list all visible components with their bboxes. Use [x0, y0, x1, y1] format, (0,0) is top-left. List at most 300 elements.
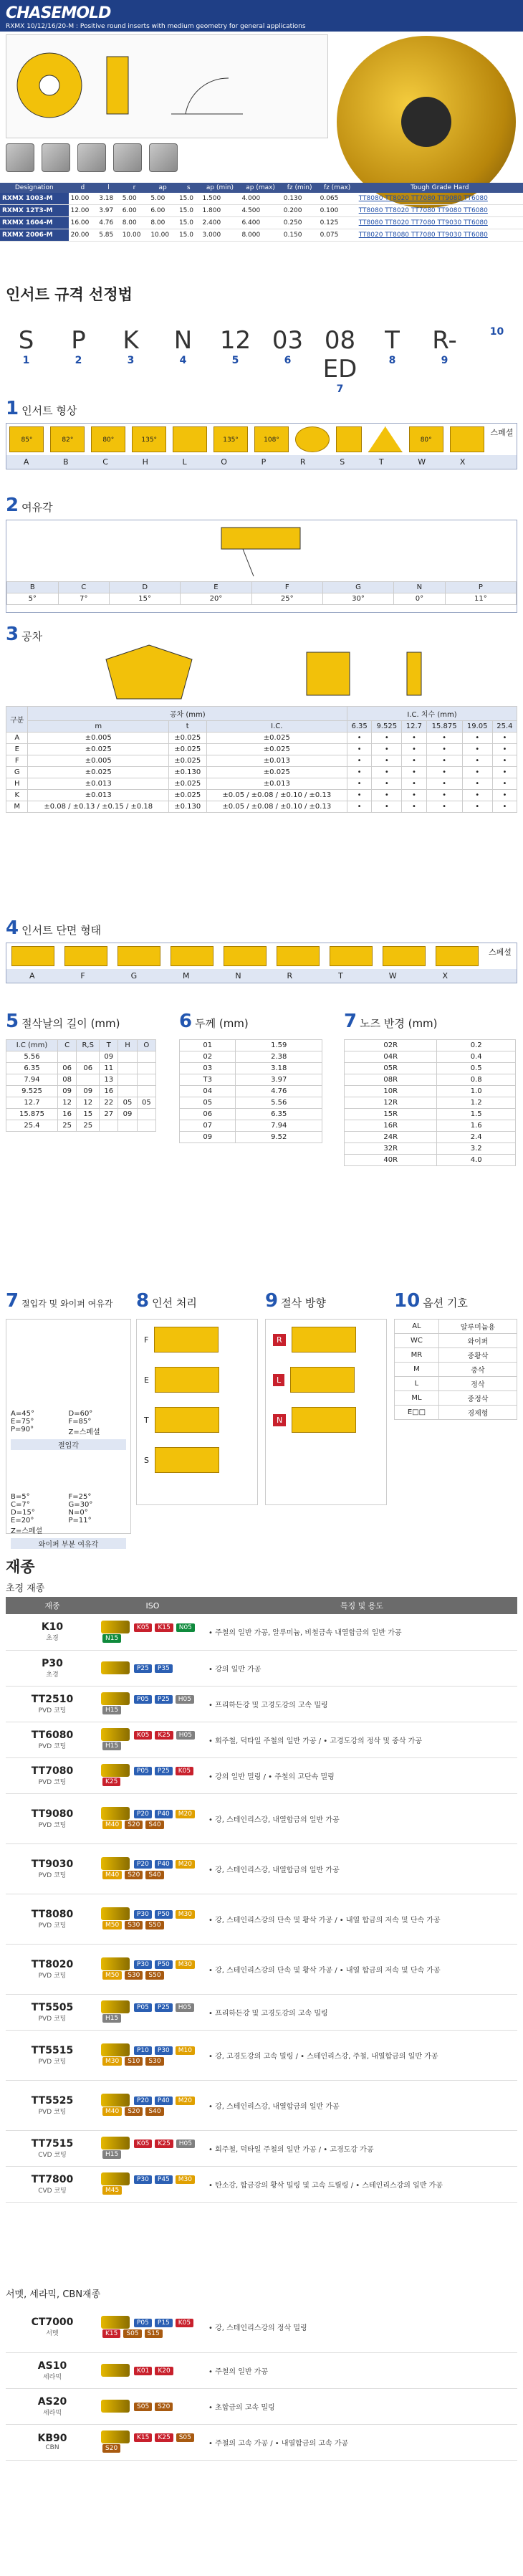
direction-label: R [273, 1334, 286, 1346]
section-icon [11, 946, 54, 966]
tolerance-drawing [6, 638, 517, 702]
code-title: 인서트 규격 선정법 [6, 286, 133, 303]
cermet-table [6, 2302, 517, 2461]
grade-link[interactable]: TT6080 [464, 232, 488, 239]
tol-cell: • [462, 767, 492, 778]
code-number: 3 [127, 355, 135, 366]
grade-link[interactable]: TT7080 [411, 219, 438, 226]
feature-cell: • 강, 스테인리스강의 단속 및 황삭 가공 / • 내열 합금의 저속 및 단속 가공 [206, 1894, 517, 1944]
spec-header: r [120, 183, 149, 193]
sec8-title: 8 인선 처리 [136, 1290, 197, 1312]
tol-cell: ±0.025 [206, 767, 347, 778]
iso-badge: P50 [155, 1910, 173, 1919]
shape-label: C [102, 457, 108, 467]
option-cell: 와이퍼 [438, 1334, 517, 1348]
iso-badge: S05 [123, 2329, 141, 2338]
grade-type: 세라믹 [42, 2409, 62, 2417]
prep-shape [155, 1447, 219, 1473]
iso-badge: K20 [155, 2367, 173, 2375]
len-row [6, 1109, 156, 1120]
grade-insert-icon [101, 2094, 130, 2107]
section-label: G [130, 971, 138, 981]
option-table [394, 1319, 517, 1420]
feature-cell: • 강, 스테인리스강의 정삭 밀링 [206, 2302, 517, 2352]
clearance-value: 25° [251, 593, 322, 605]
mat-head-row [6, 1597, 517, 1614]
tol-row [6, 744, 517, 755]
spec-cell: 15.0 [177, 205, 200, 217]
mat-row [6, 2080, 517, 2130]
grade-insert-icon [101, 2137, 130, 2150]
grade-link[interactable]: TT9030 [437, 219, 464, 226]
nose-cell: 08R [345, 1074, 437, 1086]
grade-link[interactable]: TT8080 [358, 195, 385, 202]
section-icon [171, 946, 213, 966]
spec-header: Designation [0, 183, 69, 193]
grade-name-cell [6, 2130, 99, 2166]
lead-angle-label: 절입각 [11, 1439, 126, 1450]
materials-subtitle: 초경 재종 [6, 1583, 45, 1594]
iso-badge: H15 [102, 1706, 121, 1714]
iso-badge: K15 [155, 1623, 173, 1632]
nose-cell: 15R [345, 1109, 437, 1120]
iso-badge: K25 [155, 1731, 173, 1740]
len-cell [118, 1074, 137, 1086]
sec5-title: 5 절삭날의 길이 (mm) [6, 1011, 120, 1032]
spec-table [0, 183, 523, 242]
nose-cell: 04R [345, 1051, 437, 1063]
thickness-row [180, 1132, 322, 1143]
code-cell [477, 326, 517, 395]
tol-cell: • [492, 744, 517, 755]
option-cell: E□□ [395, 1406, 439, 1420]
iso-badge: S40 [145, 1871, 163, 1879]
grade-link[interactable]: TT8080 [385, 232, 411, 239]
edge-prep-label: T [144, 1415, 149, 1425]
nose-row [345, 1051, 516, 1063]
spec-cell: 3.97 [97, 205, 120, 217]
len-cell [100, 1120, 118, 1132]
spec-cell: 8.00 [148, 217, 177, 229]
materials-title: 재종 [6, 1558, 35, 1575]
code-letter: P [71, 326, 86, 355]
lead-angle: P=90° [11, 1426, 34, 1434]
grade-type: 세라믹 [42, 2373, 62, 2381]
iso-badge: K05 [176, 1767, 193, 1775]
iso-badge: K15 [134, 2433, 152, 2442]
len-cell: 06 [58, 1063, 77, 1074]
nose-cell: 1.6 [437, 1120, 516, 1132]
grade-link[interactable]: TT8020 [385, 195, 411, 202]
thickness-row [180, 1074, 322, 1086]
tol-cell: • [402, 755, 426, 767]
tol-head-row [6, 707, 517, 721]
iso-badge: S40 [145, 2107, 163, 2116]
section-icon [64, 946, 107, 966]
iso-cell [99, 1757, 206, 1793]
prep-shape [292, 1327, 356, 1353]
spec-header: d [69, 183, 97, 193]
spec-cell: 0.125 [318, 217, 357, 229]
spec-cell: 0.100 [318, 205, 357, 217]
spec-cell: 1.800 [200, 205, 239, 217]
lead-angle: D=60° [68, 1410, 93, 1418]
brand-logo: CHASEMOLD [6, 4, 111, 22]
model-line: RXMX 10/12/16/20-M : Positive round inserts with medium geometry for general applications [6, 23, 306, 30]
shape-label: S [340, 457, 345, 467]
tol-head: 공차 (mm) [28, 707, 347, 721]
grade-link[interactable]: TT8020 [385, 219, 411, 226]
section-icon [383, 946, 426, 966]
clearance-label: F [251, 582, 322, 593]
prep-row [266, 1320, 386, 1360]
iso-badge: H15 [102, 1742, 121, 1750]
option-cell: L [395, 1377, 439, 1391]
spec-row [0, 217, 523, 229]
len-cell [137, 1063, 155, 1074]
tol-cell: • [347, 801, 372, 813]
grade-link[interactable]: TT8020 [385, 207, 411, 214]
iso-badge: K05 [134, 2139, 152, 2148]
tol-row [6, 778, 517, 790]
grade-name: KB90 [37, 2433, 67, 2444]
mat-row [6, 1722, 517, 1757]
grade-link[interactable]: TT6080 [464, 207, 488, 214]
option-cell: MR [395, 1348, 439, 1363]
grade-link[interactable]: TT7080 [411, 195, 438, 202]
len-cell [118, 1086, 137, 1097]
grade-link[interactable]: TT9080 [437, 207, 464, 214]
iso-badge: P15 [155, 2319, 173, 2327]
mat-row [6, 1894, 517, 1944]
iso-cell [99, 2388, 206, 2424]
code-letter: 12 [219, 326, 251, 355]
iso-badge: H05 [176, 1731, 195, 1740]
mat-row [6, 1843, 517, 1894]
shape-label: B [63, 457, 69, 467]
len-head-row [6, 1040, 156, 1051]
iso-badge: M50 [102, 1921, 122, 1929]
shape-icon [368, 426, 403, 452]
special-label: 스페셜 [489, 948, 512, 957]
special-label: 스페셜 [490, 428, 514, 437]
iso-badge: P40 [155, 2096, 173, 2105]
lead-angle: F=85° [68, 1418, 92, 1426]
len-cell: 05 [118, 1097, 137, 1109]
iso-badge: P30 [134, 2175, 152, 2184]
lead-angle: E=75° [11, 1418, 34, 1426]
lead-angle: Z=스페셜 [68, 1428, 100, 1436]
spec-cell: 20.00 [69, 229, 97, 242]
code-cell [59, 326, 98, 395]
grade-link[interactable]: TT8020 [358, 232, 385, 239]
option-row [395, 1406, 517, 1420]
nose-row [345, 1109, 516, 1120]
spec-cell: 5.85 [97, 229, 120, 242]
grade-link[interactable]: TT9080 [437, 195, 464, 202]
nose-cell: 10R [345, 1086, 437, 1097]
tol-cell: K [6, 790, 28, 801]
feature-cell: • 회주철, 덕타일 주철의 일반 가공 / • 고경도강 가공 [206, 2130, 517, 2166]
grade-name-cell [6, 2388, 99, 2424]
clearance-value: 15° [110, 593, 181, 605]
section-icon [224, 946, 267, 966]
spec-cell: 16.00 [69, 217, 97, 229]
spec-cell: 6.00 [148, 205, 177, 217]
grade-name: TT7080 [31, 1765, 74, 1777]
prep-shape [155, 1367, 219, 1393]
spec-row [0, 205, 523, 217]
feature-cell: • 강, 스테인리스강, 내열합금의 일반 가공 [206, 1843, 517, 1894]
sec6-title: 6 두께 (mm) [179, 1011, 249, 1032]
iso-cell [99, 1944, 206, 1994]
len-cell [118, 1120, 137, 1132]
mat-row [6, 2302, 517, 2352]
tol-cell: ±0.025 [168, 744, 206, 755]
tol-cell: ±0.013 [28, 778, 168, 790]
tol-cell: F [6, 755, 28, 767]
nose-cell: 0.2 [437, 1040, 516, 1051]
iso-badge: M30 [102, 2057, 122, 2066]
grade-name: AS10 [37, 2360, 67, 2372]
tol-cell: • [492, 755, 517, 767]
spec-cell: 4.500 [239, 205, 281, 217]
direction-label: L [273, 1374, 284, 1386]
tol-cell: ±0.025 [206, 733, 347, 744]
grade-name-cell [6, 2352, 99, 2388]
spec-header: s [177, 183, 200, 193]
spec-header: ap (max) [239, 183, 281, 193]
grade-name: TT7800 [31, 2173, 74, 2185]
wiper-angle: G=30° [68, 1501, 93, 1509]
thickness-cell: 5.56 [236, 1097, 322, 1109]
tol-cell: A [6, 733, 28, 744]
tol-cell: • [426, 767, 462, 778]
option-cell: 알루미늄용 [438, 1320, 517, 1334]
mat-head: 특징 및 용도 [206, 1597, 517, 1614]
grade-link[interactable]: TT9030 [437, 232, 464, 239]
grade-insert-icon [101, 1807, 130, 1820]
tol-head: 12.7 [402, 721, 426, 733]
thickness-table [179, 1039, 322, 1143]
direction-label: N [273, 1414, 286, 1426]
clearance-value: 20° [181, 593, 251, 605]
code-number: 5 [231, 355, 239, 366]
grade-insert-icon [101, 2400, 130, 2413]
len-head: C [58, 1040, 77, 1051]
thickness-row [180, 1086, 322, 1097]
iso-badge: M20 [176, 1810, 195, 1818]
spec-cell: 15.0 [177, 229, 200, 242]
shape-label: L [182, 457, 187, 467]
shape-label: P [261, 457, 267, 467]
wiper-angle: E=20° [11, 1517, 34, 1525]
feature-cell: • 탄소강, 합금강의 황삭 밀링 및 고속 드릴링 / • 스테인리스강의 일반 가공 [206, 2166, 517, 2202]
spec-row [0, 229, 523, 242]
grade-name: TT5515 [31, 2044, 74, 2056]
grade-insert-icon [101, 2172, 130, 2185]
clearance-value: 30° [322, 593, 393, 605]
iso-badge: S05 [176, 2433, 194, 2442]
iso-badge: P20 [134, 1860, 152, 1869]
grade-link[interactable]: TT7080 [411, 207, 438, 214]
tol-row [6, 801, 517, 813]
section-label: M [183, 971, 190, 981]
spec-cell: 0.065 [318, 193, 357, 205]
shape-icon: 82° [50, 426, 85, 452]
nose-row [345, 1155, 516, 1166]
option-cell: 정삭 [438, 1377, 517, 1391]
tol-cell: ±0.013 [206, 755, 347, 767]
spec-cell: 15.0 [177, 217, 200, 229]
grade-name: TT5525 [31, 2094, 74, 2107]
iso-cell [99, 1686, 206, 1722]
nose-cell: 16R [345, 1120, 437, 1132]
len-cell [118, 1051, 137, 1063]
len-cell [137, 1086, 155, 1097]
iso-badge: S30 [125, 1921, 143, 1929]
code-number: 10 [489, 326, 504, 338]
grade-insert-icon [101, 2000, 130, 2013]
spec-row [0, 193, 523, 205]
code-number: 2 [75, 355, 82, 366]
tol-cell: • [462, 733, 492, 744]
code-letter: 08 ED [322, 326, 358, 383]
thickness-row [180, 1040, 322, 1051]
feature-cell: • 프리하든강 및 고경도강의 고속 밀링 [206, 1994, 517, 2030]
sec7-title: 7 노즈 반경 (mm) [344, 1011, 438, 1032]
len-cell [118, 1063, 137, 1074]
iso-cell [99, 1614, 206, 1650]
tol-cell: ±0.025 [168, 733, 206, 744]
len-cell: 12 [77, 1097, 100, 1109]
spec-header: l [97, 183, 120, 193]
grade-name: TT5505 [31, 2001, 74, 2013]
grade-type: CVD 코팅 [38, 2187, 67, 2195]
tol-cell: ±0.130 [168, 801, 206, 813]
shape-icon: 135° [132, 426, 166, 452]
cermet-subtitle: 서멧, 세라믹, CBN재종 [6, 2289, 101, 2300]
feature-cell: • 주철의 일반 가공, 알루미늄, 비철금속 내열합금의 일반 가공 [206, 1614, 517, 1650]
grade-type: PVD 코팅 [38, 1778, 67, 1786]
grade-type: 서멧 [46, 2330, 59, 2338]
nose-cell: 1.0 [437, 1086, 516, 1097]
section-box [6, 943, 517, 983]
nose-cell: 02R [345, 1040, 437, 1051]
tol-cell: • [462, 755, 492, 767]
grade-link[interactable]: TT8080 [358, 219, 385, 226]
code-letter: S [18, 326, 34, 355]
iso-badge: M40 [102, 1821, 122, 1829]
code-row [0, 326, 523, 395]
iso-badge: K25 [102, 1778, 120, 1786]
nose-cell: 3.2 [437, 1143, 516, 1155]
grade-type: CVD 코팅 [38, 2151, 67, 2159]
len-cell: 27 [100, 1109, 118, 1120]
designation-cell: RXMX 12T3-M [0, 205, 69, 217]
section-label: W [388, 971, 397, 981]
shape-icon [173, 426, 207, 452]
tol-cell: • [462, 801, 492, 813]
option-cell: 중정삭 [438, 1391, 517, 1406]
prep-row [137, 1320, 257, 1360]
spec-cell: 6.00 [120, 205, 149, 217]
grade-link[interactable]: TT6080 [464, 195, 488, 202]
shape-box [6, 423, 517, 469]
iso-badge: S30 [125, 1971, 143, 1980]
grade-name: TT8020 [31, 1958, 74, 1970]
edge-prep-label: E [144, 1375, 149, 1385]
len-cell: 09 [77, 1086, 100, 1097]
feature-cell: • 강, 스테인리스강의 단속 및 황삭 가공 / • 내열 합금의 저속 및 단속 가공 [206, 1944, 517, 1994]
code-cell [268, 326, 307, 395]
tol-cell: • [372, 801, 402, 813]
grade-name-cell [6, 2424, 99, 2460]
tol-cell: • [372, 767, 402, 778]
spec-cell: 0.130 [282, 193, 318, 205]
len-head: T [100, 1040, 118, 1051]
iso-badge: K05 [134, 1731, 152, 1740]
iso-badge: P40 [155, 1860, 173, 1869]
angle-box [6, 1319, 131, 1549]
shape-label: W [418, 457, 426, 467]
option-cell: M [395, 1363, 439, 1377]
tol-head: I.C. [206, 721, 347, 733]
tol-cell: ±0.130 [168, 767, 206, 778]
iso-badge: M10 [176, 2046, 195, 2055]
mat-row [6, 2166, 517, 2202]
option-row [395, 1348, 517, 1363]
len-cell: 25.4 [6, 1120, 58, 1132]
tolerance-table [6, 706, 517, 813]
len-cell [137, 1120, 155, 1132]
grade-insert-icon [101, 1764, 130, 1777]
grade-link[interactable]: TT6080 [464, 219, 488, 226]
option-row [395, 1391, 517, 1406]
nose-radius-table [344, 1039, 516, 1166]
iso-badge: S05 [134, 2403, 152, 2411]
iso-badge: S30 [145, 2057, 163, 2066]
len-cell: 06 [77, 1063, 100, 1074]
tol-cell: • [372, 733, 402, 744]
grade-link[interactable]: TT7080 [411, 232, 438, 239]
nose-cell: 1.2 [437, 1097, 516, 1109]
clearance-value: 0° [394, 593, 446, 605]
thickness-cell: 9.52 [236, 1132, 322, 1143]
len-cell: 5.56 [6, 1051, 58, 1063]
tol-cell: • [402, 778, 426, 790]
mat-row [6, 2424, 517, 2460]
code-cell [320, 326, 360, 395]
len-cell [137, 1109, 155, 1120]
iso-cell [99, 2302, 206, 2352]
grade-link[interactable]: TT8080 [358, 207, 385, 214]
tol-cell: • [402, 767, 426, 778]
thickness-cell: 1.59 [236, 1040, 322, 1051]
iso-cell [99, 2080, 206, 2130]
sec10-title: 10 옵션 기호 [394, 1290, 468, 1312]
application-icons [6, 143, 178, 172]
len-cell: 08 [58, 1074, 77, 1086]
clearance-label: P [445, 582, 516, 593]
spec-cell: 10.00 [148, 229, 177, 242]
iso-badge: P30 [155, 2046, 173, 2055]
tol-head-row [6, 721, 517, 733]
mat-row [6, 1994, 517, 2030]
feature-cell: • 프리하든강 및 고경도강의 고속 밀링 [206, 1686, 517, 1722]
grade-name: K10 [41, 1621, 64, 1633]
insert-photo [337, 36, 516, 208]
